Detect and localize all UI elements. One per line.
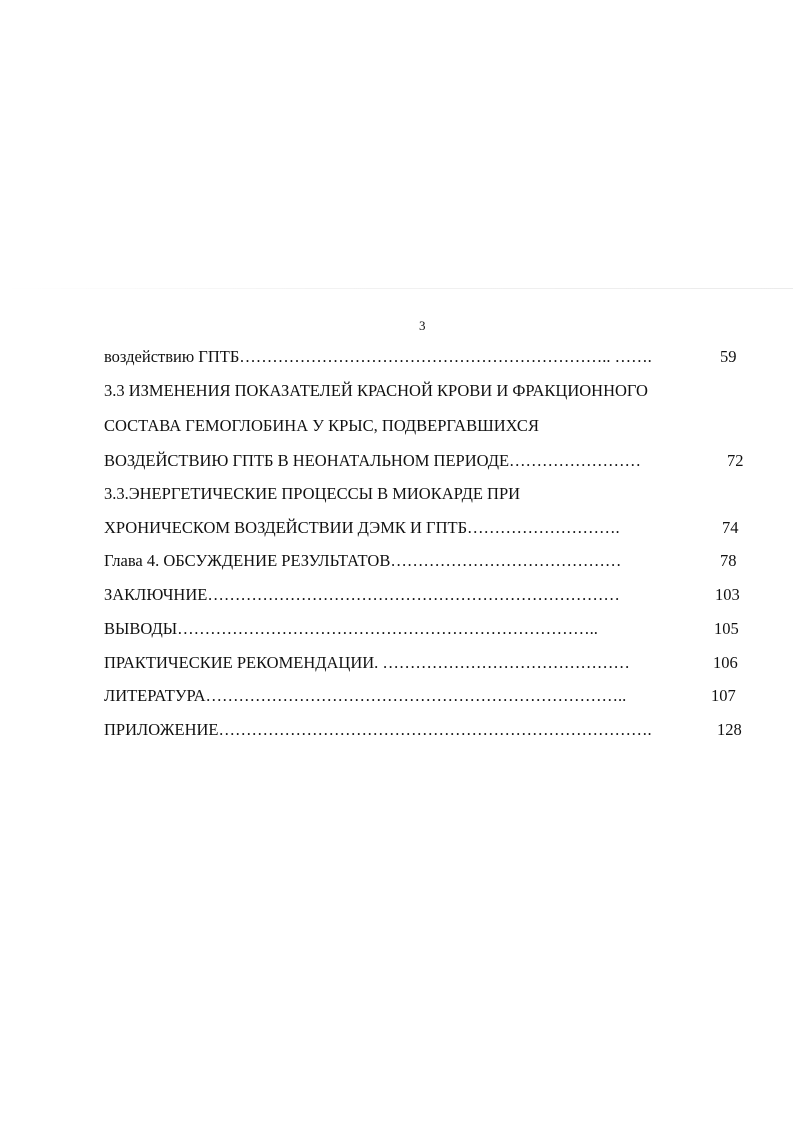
toc-entry-page: 128 [717,720,742,739]
toc-entry-text: ЛИТЕРАТУРА………………………………………………………………….. [104,686,627,705]
toc-entry-text: Глава 4. ОБСУЖДЕНИЕ РЕЗУЛЬТАТОВ…………………………………… [104,551,622,570]
toc-entry-text: ПРИЛОЖЕНИЕ……………………………………………………………………. [104,720,652,739]
toc-entry-page: 103 [715,585,740,604]
toc-entry-text: ХРОНИЧЕСКОМ ВОЗДЕЙСТВИИ ДЭМК И ГПТБ………………………. [104,518,620,537]
toc-entry-page: 105 [714,619,739,638]
toc-entry-page: 59 [720,347,737,366]
toc-entry-text: ВЫВОДЫ………………………………………………………………….. [104,619,598,638]
toc-entry-text: ВОЗДЕЙСТВИЮ ГПТБ В НЕОНАТАЛЬНОМ ПЕРИОДЕ…………………… [104,451,642,470]
toc-entry-page: 74 [722,518,739,537]
toc-entry-text: 3.3.ЭНЕРГЕТИЧЕСКИЕ ПРОЦЕССЫ В МИОКАРДЕ ПРИ [104,484,521,503]
toc-entry-text: воздействию ГПТБ………………………………………………………….. ……. [104,347,652,366]
toc-entry-page: 107 [711,686,736,705]
toc-entry-text: ПРАКТИЧЕСКИЕ РЕКОМЕНДАЦИИ. ……………………………………… [104,653,630,672]
toc-entry-page: 72 [727,451,744,470]
toc-entry-text: 3.3 ИЗМЕНЕНИЯ ПОКАЗАТЕЛЕЙ КРАСНОЙ КРОВИ И ФРАКЦИОННОГО [104,381,648,400]
scan-edge-divider [0,288,793,289]
page-number: 3 [419,318,426,333]
toc-entry-page: 78 [720,551,737,570]
toc-entry-text: СОСТАВА ГЕМОГЛОБИНА У КРЫС, ПОДВЕРГАВШИХСЯ [104,416,539,435]
toc-entry-page: 106 [713,653,738,672]
toc-entry-text: ЗАКЛЮЧНИЕ………………………………………………………………… [104,585,620,604]
